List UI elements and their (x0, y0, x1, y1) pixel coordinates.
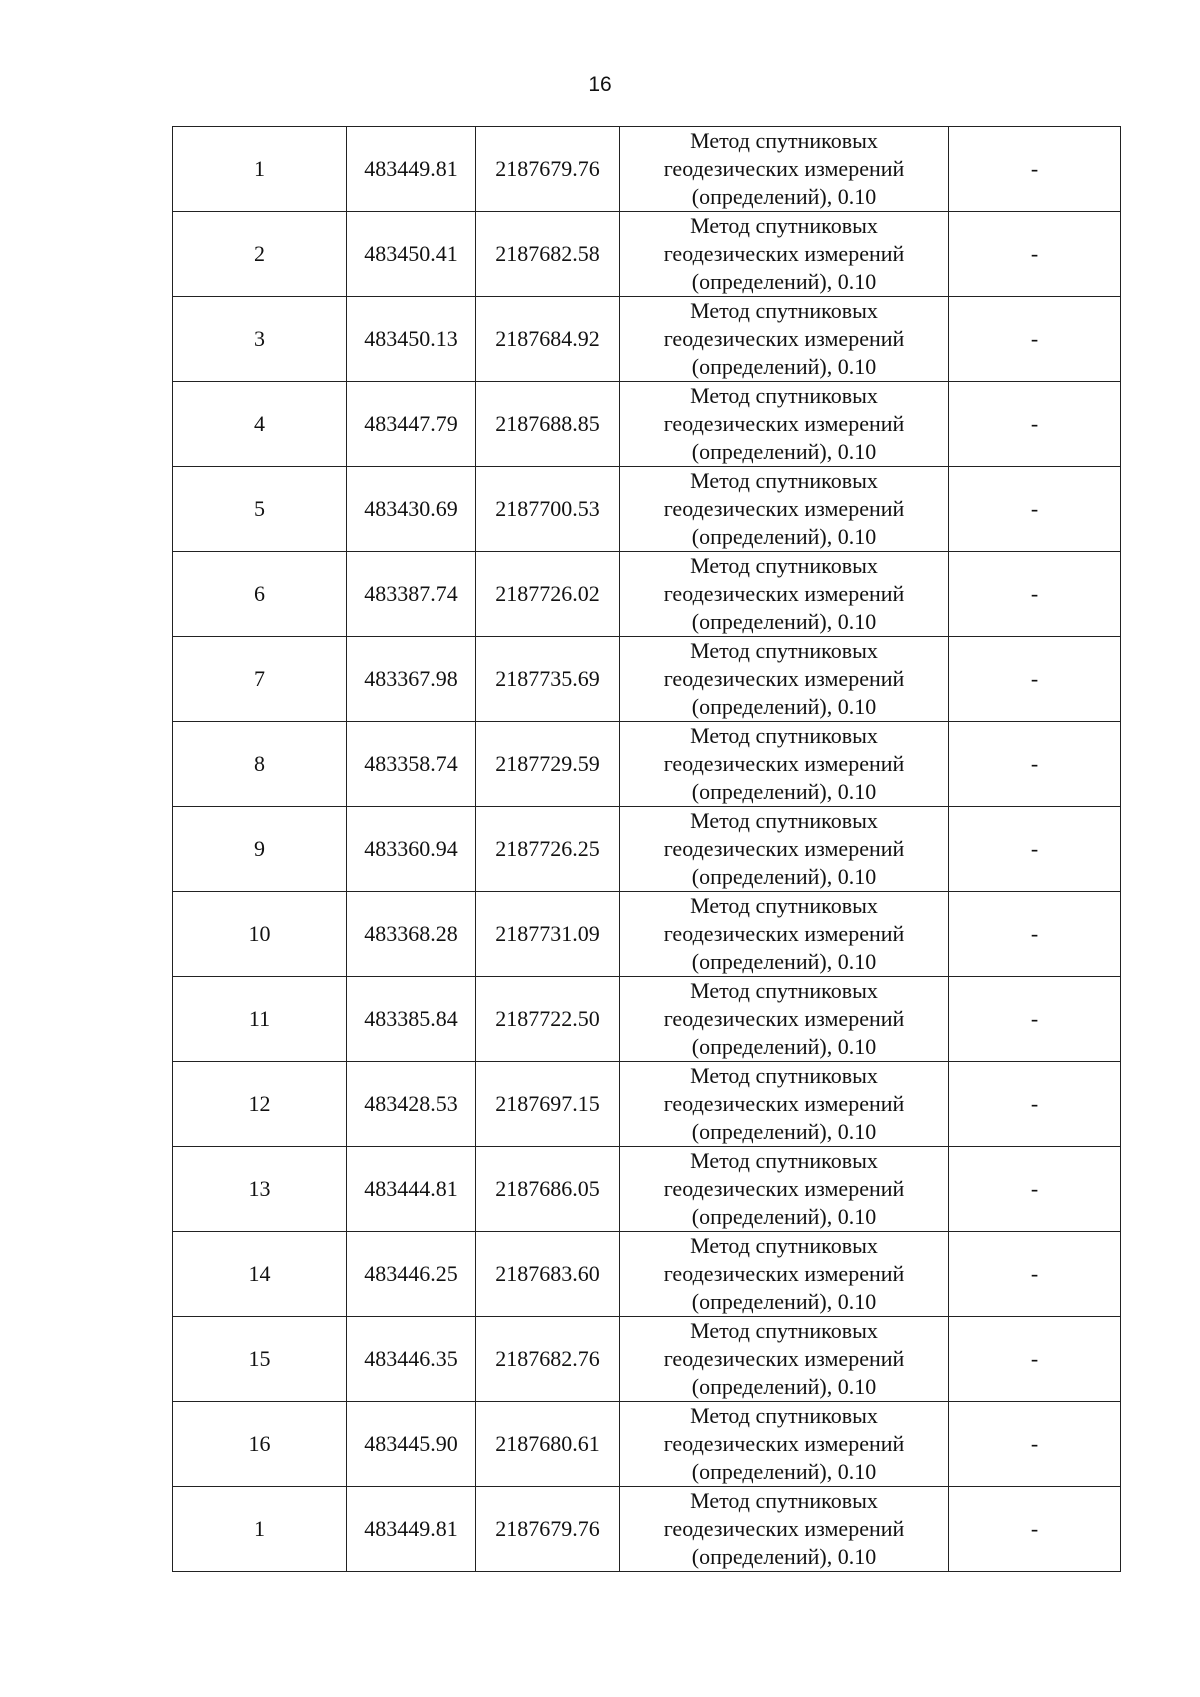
y-coordinate-cell: 2187679.76 (476, 127, 620, 212)
method-text-line: (определений), 0.10 (691, 354, 877, 379)
method-text-line: Метод спутниковых (690, 808, 878, 833)
table-row (173, 722, 1121, 807)
method-text-line: геодезических измерений (663, 1516, 905, 1541)
note-cell: - (949, 977, 1121, 1062)
x-coordinate-cell: 483446.35 (347, 1317, 476, 1402)
method-accuracy-cell (620, 127, 949, 212)
y-coordinate-cell: 2187688.85 (476, 382, 620, 467)
y-coordinate-cell: 2187682.58 (476, 212, 620, 297)
method-accuracy-cell (620, 1232, 949, 1317)
method-text-line: Метод спутниковых (690, 978, 878, 1003)
note-cell: - (949, 1487, 1121, 1572)
x-coordinate-cell: 483368.28 (347, 892, 476, 977)
method-text-line: геодезических измерений (663, 241, 905, 266)
y-coordinate-cell: 2187729.59 (476, 722, 620, 807)
y-coordinate-cell: 2187700.53 (476, 467, 620, 552)
table-row (173, 297, 1121, 382)
method-text-line: геодезических измерений (663, 921, 905, 946)
point-number-cell: 1 (173, 127, 347, 212)
table-row (173, 1317, 1121, 1402)
point-number-cell: 14 (173, 1232, 347, 1317)
method-text-line: Метод спутниковых (690, 1063, 878, 1088)
method-text-line: (определений), 0.10 (691, 779, 877, 804)
method-text-line: Метод спутниковых (690, 553, 878, 578)
method-text-line: (определений), 0.10 (691, 524, 877, 549)
point-number-cell: 11 (173, 977, 347, 1062)
note-cell: - (949, 637, 1121, 722)
x-coordinate-cell: 483430.69 (347, 467, 476, 552)
note-cell: - (949, 722, 1121, 807)
method-text-line: (определений), 0.10 (691, 864, 877, 889)
x-coordinate-cell: 483385.84 (347, 977, 476, 1062)
note-cell: - (949, 467, 1121, 552)
method-text-line: Метод спутниковых (690, 893, 878, 918)
method-accuracy-cell (620, 212, 949, 297)
method-accuracy-cell (620, 1062, 949, 1147)
x-coordinate-cell: 483450.41 (347, 212, 476, 297)
method-text-line: (определений), 0.10 (691, 1544, 877, 1569)
y-coordinate-cell: 2187722.50 (476, 977, 620, 1062)
method-accuracy-cell (620, 382, 949, 467)
table-row (173, 382, 1121, 467)
table-row (173, 467, 1121, 552)
method-text-line: геодезических измерений (663, 751, 905, 776)
method-text-line: Метод спутниковых (690, 1403, 878, 1428)
x-coordinate-cell: 483367.98 (347, 637, 476, 722)
table-row (173, 1062, 1121, 1147)
method-text-line: (определений), 0.10 (691, 609, 877, 634)
method-accuracy-cell (620, 1487, 949, 1572)
point-number-cell: 7 (173, 637, 347, 722)
note-cell: - (949, 1317, 1121, 1402)
note-cell: - (949, 1147, 1121, 1232)
y-coordinate-cell: 2187683.60 (476, 1232, 620, 1317)
coordinates-table (172, 126, 1121, 1572)
method-accuracy-cell (620, 1317, 949, 1402)
method-text-line: Метод спутниковых (690, 468, 878, 493)
method-accuracy-cell (620, 892, 949, 977)
method-text-line: геодезических измерений (663, 156, 905, 181)
note-cell: - (949, 1232, 1121, 1317)
method-text-line: геодезических измерений (663, 1091, 905, 1116)
method-accuracy-cell (620, 977, 949, 1062)
method-text-line: (определений), 0.10 (691, 694, 877, 719)
method-accuracy-cell (620, 722, 949, 807)
y-coordinate-cell: 2187731.09 (476, 892, 620, 977)
table-row (173, 1487, 1121, 1572)
note-cell: - (949, 127, 1121, 212)
table-row (173, 1402, 1121, 1487)
x-coordinate-cell: 483447.79 (347, 382, 476, 467)
method-accuracy-cell (620, 637, 949, 722)
note-cell: - (949, 552, 1121, 637)
table-row (173, 552, 1121, 637)
y-coordinate-cell: 2187726.02 (476, 552, 620, 637)
method-text-line: геодезических измерений (663, 1346, 905, 1371)
method-text-line: Метод спутниковых (690, 213, 878, 238)
page-number: 16 (588, 73, 612, 96)
method-accuracy-cell (620, 1402, 949, 1487)
x-coordinate-cell: 483387.74 (347, 552, 476, 637)
y-coordinate-cell: 2187735.69 (476, 637, 620, 722)
note-cell: - (949, 807, 1121, 892)
table-row (173, 637, 1121, 722)
method-text-line: Метод спутниковых (690, 638, 878, 663)
note-cell: - (949, 297, 1121, 382)
method-accuracy-cell (620, 1147, 949, 1232)
y-coordinate-cell: 2187680.61 (476, 1402, 620, 1487)
method-text-line: (определений), 0.10 (691, 184, 877, 209)
point-number-cell: 15 (173, 1317, 347, 1402)
method-text-line: геодезических измерений (663, 411, 905, 436)
coordinates-table-body (173, 127, 1121, 1572)
note-cell: - (949, 892, 1121, 977)
x-coordinate-cell: 483449.81 (347, 1487, 476, 1572)
method-text-line: (определений), 0.10 (691, 269, 877, 294)
table-row (173, 977, 1121, 1062)
method-accuracy-cell (620, 552, 949, 637)
method-text-line: Метод спутниковых (690, 128, 878, 153)
method-accuracy-cell (620, 807, 949, 892)
method-text-line: Метод спутниковых (690, 723, 878, 748)
method-text-line: (определений), 0.10 (691, 1119, 877, 1144)
method-text-line: (определений), 0.10 (691, 1459, 877, 1484)
point-number-cell: 12 (173, 1062, 347, 1147)
y-coordinate-cell: 2187679.76 (476, 1487, 620, 1572)
x-coordinate-cell: 483450.13 (347, 297, 476, 382)
x-coordinate-cell: 483358.74 (347, 722, 476, 807)
method-text-line: геодезических измерений (663, 836, 905, 861)
method-text-line: (определений), 0.10 (691, 1034, 877, 1059)
point-number-cell: 4 (173, 382, 347, 467)
point-number-cell: 5 (173, 467, 347, 552)
point-number-cell: 1 (173, 1487, 347, 1572)
method-text-line: (определений), 0.10 (691, 1204, 877, 1229)
y-coordinate-cell: 2187697.15 (476, 1062, 620, 1147)
point-number-cell: 2 (173, 212, 347, 297)
table-row (173, 127, 1121, 212)
method-text-line: Метод спутниковых (690, 1488, 878, 1513)
method-accuracy-cell (620, 467, 949, 552)
point-number-cell: 9 (173, 807, 347, 892)
table-row (173, 1232, 1121, 1317)
point-number-cell: 6 (173, 552, 347, 637)
method-text-line: Метод спутниковых (690, 383, 878, 408)
x-coordinate-cell: 483444.81 (347, 1147, 476, 1232)
point-number-cell: 10 (173, 892, 347, 977)
method-text-line: геодезических измерений (663, 1261, 905, 1286)
y-coordinate-cell: 2187726.25 (476, 807, 620, 892)
note-cell: - (949, 382, 1121, 467)
note-cell: - (949, 1402, 1121, 1487)
note-cell: - (949, 212, 1121, 297)
method-text-line: Метод спутниковых (690, 1148, 878, 1173)
point-number-cell: 16 (173, 1402, 347, 1487)
point-number-cell: 3 (173, 297, 347, 382)
method-text-line: геодезических измерений (663, 1431, 905, 1456)
x-coordinate-cell: 483445.90 (347, 1402, 476, 1487)
table-row (173, 892, 1121, 977)
method-text-line: (определений), 0.10 (691, 949, 877, 974)
table-row (173, 1147, 1121, 1232)
x-coordinate-cell: 483446.25 (347, 1232, 476, 1317)
method-text-line: геодезических измерений (663, 496, 905, 521)
method-text-line: Метод спутниковых (690, 1318, 878, 1343)
method-text-line: (определений), 0.10 (691, 439, 877, 464)
method-text-line: геодезических измерений (663, 326, 905, 351)
x-coordinate-cell: 483360.94 (347, 807, 476, 892)
table-row (173, 807, 1121, 892)
x-coordinate-cell: 483449.81 (347, 127, 476, 212)
method-accuracy-cell (620, 297, 949, 382)
table-row (173, 212, 1121, 297)
y-coordinate-cell: 2187684.92 (476, 297, 620, 382)
method-text-line: геодезических измерений (663, 581, 905, 606)
method-text-line: Метод спутниковых (690, 298, 878, 323)
method-text-line: геодезических измерений (663, 1176, 905, 1201)
method-text-line: Метод спутниковых (690, 1233, 878, 1258)
method-text-line: геодезических измерений (663, 666, 905, 691)
method-text-line: геодезических измерений (663, 1006, 905, 1031)
note-cell: - (949, 1062, 1121, 1147)
point-number-cell: 13 (173, 1147, 347, 1232)
method-text-line: (определений), 0.10 (691, 1289, 877, 1314)
y-coordinate-cell: 2187682.76 (476, 1317, 620, 1402)
y-coordinate-cell: 2187686.05 (476, 1147, 620, 1232)
point-number-cell: 8 (173, 722, 347, 807)
x-coordinate-cell: 483428.53 (347, 1062, 476, 1147)
method-text-line: (определений), 0.10 (691, 1374, 877, 1399)
